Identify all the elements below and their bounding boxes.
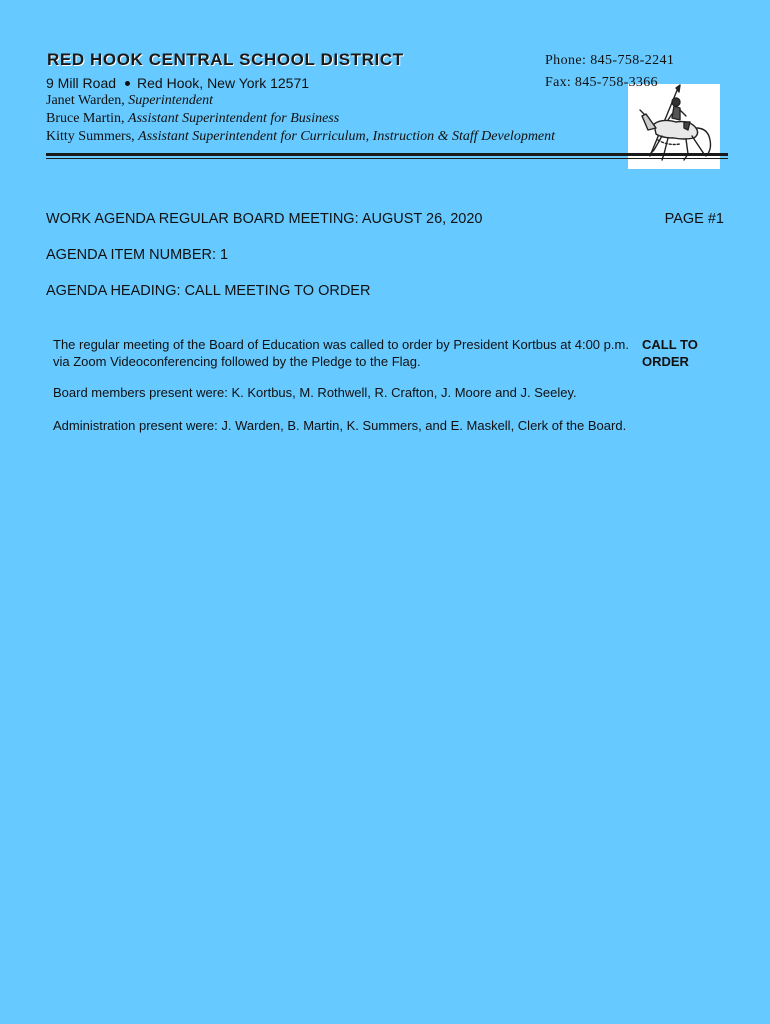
fax-number: Fax: 845-758-3366 (545, 75, 658, 90)
minutes-paragraph: The regular meeting of the Board of Education was called to order by President Kortbus at 4:00 p.m. via Zoom Videoconferencing followed by the Pledge to the Flag. (53, 337, 629, 369)
district-name: RED HOOK CENTRAL SCHOOL DISTRICT (47, 50, 404, 69)
address-street: 9 Mill Road (46, 75, 117, 91)
phone-number: Phone: 845-758-2241 (545, 53, 675, 68)
staff-name: Bruce Martin, (46, 111, 125, 126)
bullet-icon (125, 81, 130, 86)
agenda-item-number: AGENDA ITEM NUMBER: 1 (46, 247, 229, 263)
staff-business (46, 111, 339, 127)
staff-name: Kitty Summers, (46, 129, 135, 144)
district-address (46, 75, 309, 91)
staff-title: Superintendent (128, 93, 213, 108)
district-logo (628, 84, 720, 169)
staff-title: Assistant Superintendent for Business (128, 111, 340, 126)
staff-curriculum (46, 129, 555, 145)
agenda-title: WORK AGENDA REGULAR BOARD MEETING: AUGUST 26, 2020 (46, 211, 483, 227)
staff-name: Janet Warden, (46, 93, 125, 108)
address-city: Red Hook, New York 12571 (137, 75, 310, 91)
header-divider-thin (46, 158, 728, 159)
minutes-paragraph: Board members present were: K. Kortbus, M. Rothwell, R. Crafton, J. Moore and J. Seeley. (53, 385, 577, 400)
page-number: PAGE #1 (664, 211, 724, 227)
side-label: CALL TO ORDER (642, 337, 698, 369)
staff-title: Assistant Superintendent for Curriculum, Instruction & Staff Development (138, 129, 556, 144)
knight-on-horse-icon (628, 84, 720, 169)
staff-superintendent (46, 93, 213, 109)
agenda-heading: AGENDA HEADING: CALL MEETING TO ORDER (46, 283, 371, 299)
header-divider-thick (46, 153, 728, 156)
minutes-paragraph: Administration present were: J. Warden, B. Martin, K. Summers, and E. Maskell, Clerk of the Board. (53, 418, 627, 433)
